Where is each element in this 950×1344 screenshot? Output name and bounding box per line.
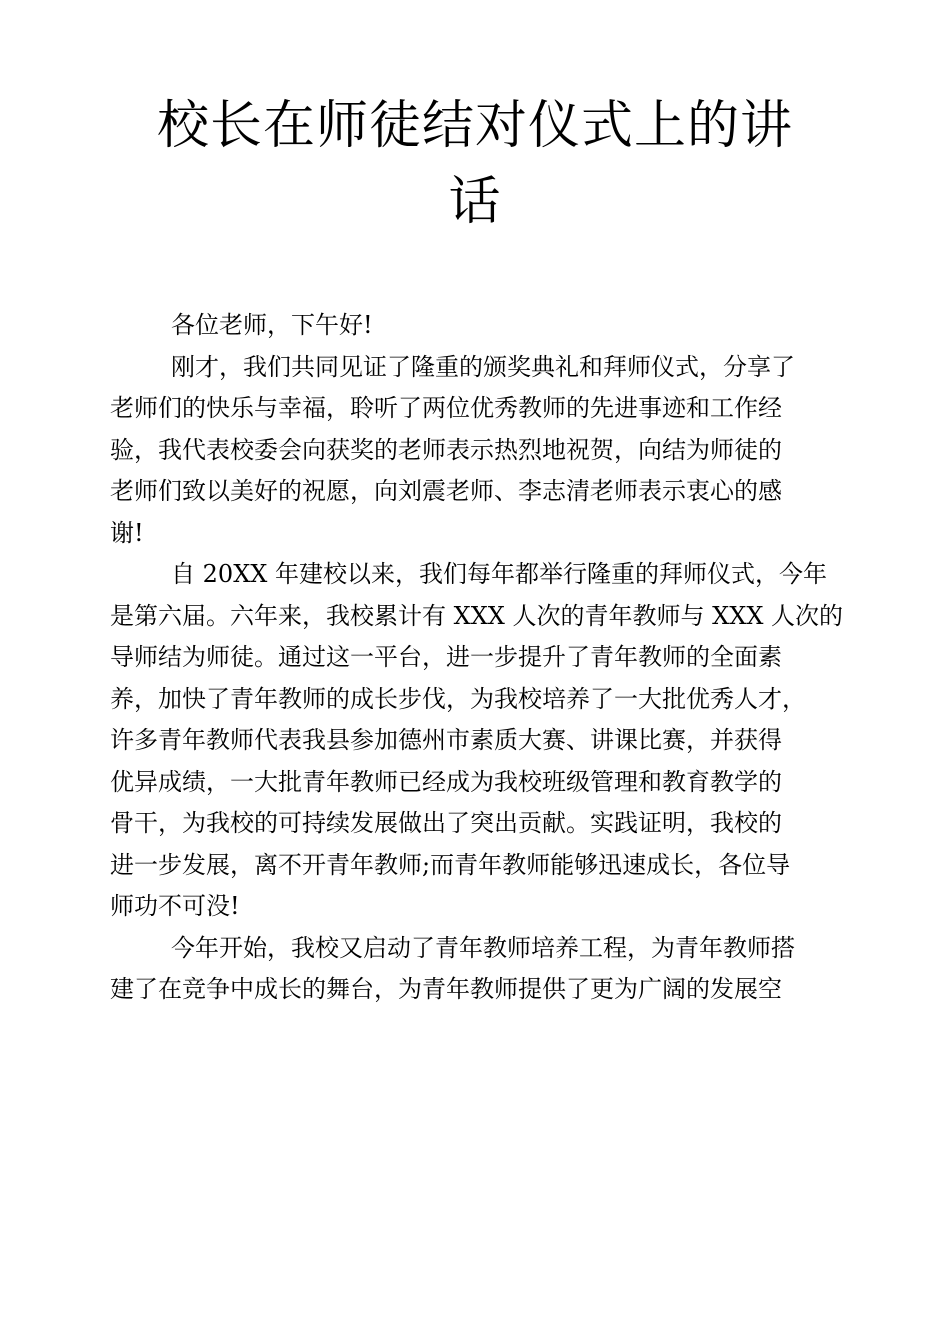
title-line-1: 校长在师徒结对仪式上的讲 (156, 96, 793, 156)
paragraph-greeting: 各位老师，下午好! (110, 311, 373, 339)
paragraph-1: 刚才，我们共同见证了隆重的颁奖典礼和拜师仪式，分享了 老师们的快乐与幸福，聆听了两位优秀教师的先进事迹和工作经 验，我代表校委会向获奖的老师表示热烈地祝贺，向结为师徒的 老师们致以美好的祝愿，向刘震老师、李志清老师表示衷心的感 谢! (110, 352, 796, 547)
document-title (110, 88, 840, 240)
document-body (110, 305, 850, 1011)
paragraph-3: 今年开始，我校又启动了青年教师培养工程，为青年教师搭 建了在竞争中成长的舞台，为青年教师提供了更为广阔的发展空 (110, 933, 796, 1003)
title-line-2: 话 (448, 172, 502, 232)
paragraph-2: 自 20XX 年建校以来，我们每年都举行隆重的拜师仪式，今年 是第六届。六年来，我校累计有 XXX 人次的青年教师与 XXX 人次的 导师结为师徒。通过这一平台，进一步提升了青年教师的全面素 养，加快了青年教师的成长步伐，为我校培养了一大批优秀人才， 许多青年教师代表我县参加德州市素质大赛、讲课比赛，并获得 优异成绩，一大批青年教师已经成为我校班级管理和教育教学的 骨干，为我校的可持续发展做出了突出贡献。实践证明，我校的 进一步发展，离不开青年教师;而青年教师能够迅速成长，各位导 师功不可没! (110, 560, 844, 920)
